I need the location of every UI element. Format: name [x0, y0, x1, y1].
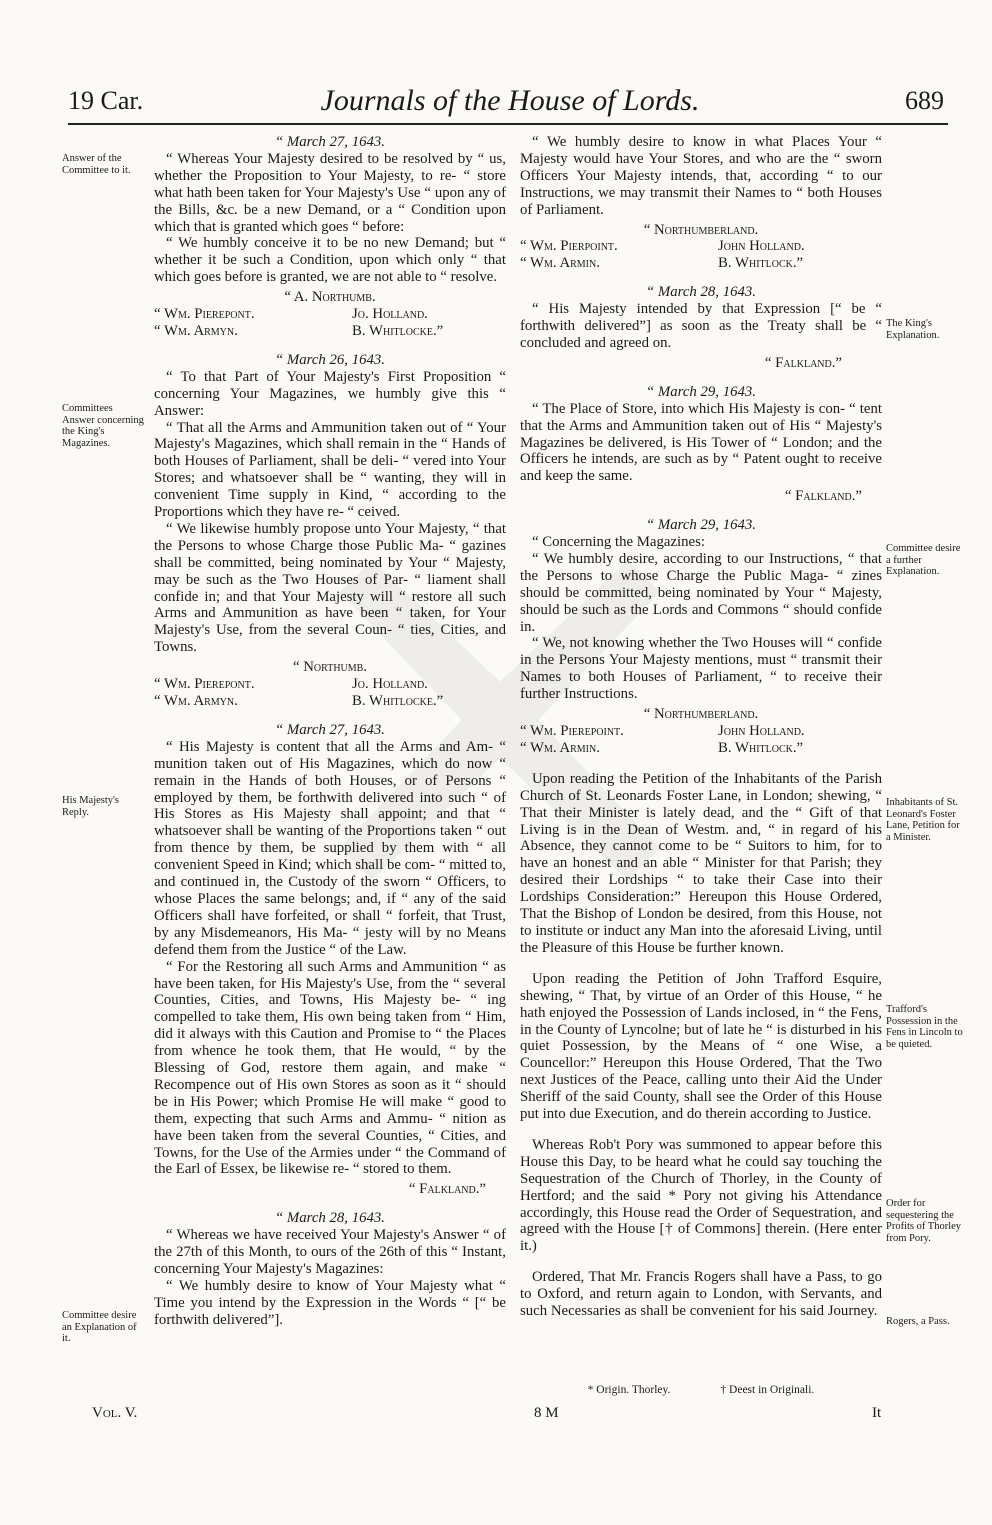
- date-heading: “ March 27, 1643.: [274, 134, 385, 150]
- signature: “ Falkland.”: [408, 1181, 486, 1198]
- footnotes: [520, 1384, 882, 1396]
- paragraph: “ Whereas Your Majesty desired to be resolved by “ us, whether the Proposition to Your Majesty, to re- “ store what hath been taken for Your Majesty's Use “ upon any of the Bills, &c. be a new Demand, or a “ Condition upon which that is granted which goes “ before:: [154, 150, 506, 235]
- margin-note-left-3: His Majesty's Reply.: [62, 795, 120, 818]
- date-heading: “ March 28, 1643.: [645, 284, 756, 301]
- signatory: Jo. Holland.: [352, 676, 428, 693]
- volume-label: Vol. V.: [92, 1405, 138, 1421]
- signatory: B. Whitlocke.”: [352, 322, 444, 339]
- margin-note-right-3: Inhabitants of St. Leonard's Foster Lane, Petition for a Minister.: [886, 797, 960, 843]
- margin-note-left-4: Committee desire an Explanation of it.: [62, 1310, 137, 1344]
- signatory: John Holland.: [718, 723, 805, 739]
- paragraph: “ We humbly desire, according to our Instructions, “ that the Persons to whose Charge the Public Maga- “ zines should be committed, being nominated by Your “ Majesty, should be such as the Lords and Commons “ should confide in.: [520, 550, 882, 635]
- date-heading: “ March 26, 1643.: [274, 351, 385, 368]
- margin-note-right-1: The King's Explanation.: [886, 318, 940, 341]
- signature-row: [520, 255, 882, 272]
- page-number: 689: [905, 86, 944, 115]
- margin-note-right-2: Committee desire a further Explanation.: [886, 543, 961, 577]
- header-rule: [68, 123, 948, 125]
- signature: “ Northumb.: [292, 659, 368, 676]
- signatory: “ Wm. Pierepont.: [154, 676, 255, 693]
- signatory: Jo. Holland.: [352, 306, 428, 323]
- footnote: * Origin. Thorley.: [587, 1384, 671, 1396]
- signatory: “ Wm. Armyn.: [154, 322, 238, 339]
- margin-note-right-4: Trafford's Possession in the Fens in Lincoln to be quieted.: [886, 1004, 963, 1050]
- margin-note-left-1: Answer of the Committee to it.: [62, 153, 131, 176]
- paragraph: “ His Majesty intended by that Expression [“ be “ forthwith delivered”] as soon as the Treaty shall be “ concluded and agreed on.: [520, 301, 882, 351]
- journal-entry: Whereas Rob't Pory was summoned to appear before this House this Day, to be heard what he could say touching the Sequestration of the Church of Thorley, in the County of Hertford; and the said * Pory not giving his Attendance accordingly, this House read the Order of Sequestration, and agreed with the House [† of Commons] therein. (Here enter it.): [520, 1136, 882, 1255]
- signature-row: [154, 306, 506, 323]
- right-column: [520, 134, 882, 1320]
- paragraph: “ Whereas we have received Your Majesty's Answer “ of the 27th of this Month, to ours of the 26th of this “ Instant, concerning Your Majesty's Magazines:: [154, 1227, 506, 1277]
- date-heading: “ March 29, 1643.: [645, 383, 756, 400]
- signature: “ Falkland.”: [764, 354, 842, 371]
- signature-row: [154, 693, 506, 710]
- running-header: [0, 82, 992, 122]
- signatory: “ Wm. Armin.: [520, 255, 600, 272]
- journal-entry: Ordered, That Mr. Francis Rogers shall have a Pass, to go to Oxford, and return again to London, with Servants, and such Necessaries as shall be convenient for his said Journey.: [520, 1269, 882, 1320]
- date-heading: “ March 29, 1643.: [645, 517, 756, 534]
- margin-note-right-5: Order for sequestering the Profits of Thorley from Pory.: [886, 1198, 962, 1244]
- signatory: “ Wm. Pierepoint.: [520, 723, 624, 739]
- signature-mark: 8 M: [534, 1405, 559, 1421]
- header-title: Journals of the House of Lords.: [320, 84, 700, 117]
- signature: “ Northumberland.: [643, 221, 759, 238]
- paragraph: “ We, not knowing whether the Two Houses will “ confide in the Persons Your Majesty mentions, must “ transmit their Names to both Houses of Parliament, “ to receive their further Instructions.: [520, 635, 882, 703]
- catchword: It: [872, 1405, 882, 1421]
- paragraph: “ We humbly desire to know in what Places Your “ Majesty would have Your Stores, and who are the “ sworn Officers Your Majesty intends, that, according “ to our Instructions, we may transmit their Names to “ both Houses of Parliament.: [520, 134, 882, 218]
- signature: “ Northumberland.: [643, 706, 759, 723]
- header-regnal-year: 19 Car.: [68, 86, 144, 115]
- left-column: [154, 134, 506, 1329]
- footnote: † Deest in Originali.: [720, 1384, 815, 1396]
- paragraph: “ Concerning the Magazines:: [532, 534, 705, 551]
- margin-note-right-6: Rogers, a Pass.: [886, 1316, 950, 1327]
- date-heading: “ March 27, 1643.: [274, 721, 385, 738]
- signatory: “ Wm. Pierepont.: [154, 306, 255, 323]
- signature-row: [520, 723, 882, 740]
- paragraph: “ That all the Arms and Ammunition taken out of “ Your Majesty's Magazines, which shall remain in the “ Hands of both Houses of Parliament, shall be deli- “ vered into Your Stores; and whatsoever shall be “ wanting, they will in convenient Time supply in Kind, “ according to the Proportions which they have re- “ ceived.: [154, 419, 506, 521]
- paragraph: “ To that Part of Your Majesty's First Proposition “ concerning Your Magazines, we humbly give this “ Answer:: [154, 368, 506, 419]
- journal-entry: Upon reading the Petition of the Inhabitants of the Parish Church of St. Leonards Foster Lane, in London; shewing, “ That their Minister is lately dead, and the “ Gift of that Living is in the Dean of Westm. and, “ in regard of his Absence, they cannot come to be “ Suitors to him, for to have an honest and an able “ Minister for that Parish; they desired their Lordships “ to take their Case into their Lordships Consideration:” Hereupon this House Ordered, That the Bishop of London be desired, from this House, not to institute or induct any Man into the aforesaid Living, until the Pleasure of this House be further known.: [520, 770, 882, 956]
- signatory: B. Whitlock.”: [718, 255, 804, 272]
- signatory: B. Whitlocke.”: [352, 693, 444, 709]
- signature: “ A. Northumb.: [284, 289, 376, 306]
- date-heading: “ March 28, 1643.: [274, 1210, 385, 1227]
- journal-entry: Upon reading the Petition of John Trafford Esquire, shewing, “ That, by virtue of an Order of this House, “ he hath enjoyed the Possession of Lands inclosed, in “ the Fens, in the County of Lyncolne; but of late he “ is disturbed in his quiet Possession, by the Means of “ one Wise, a Councellor:” Hereupon this House Ordered, That the Two next Justices of the Peace, calling unto their Aid the Under Sheriff of the said County, shall see the Order of this House put into due Execution, and do therein according to Justice.: [520, 970, 882, 1123]
- signature-row: [520, 740, 882, 757]
- signature: “ Falkland.”: [784, 488, 862, 505]
- signatory: John Holland.: [718, 238, 805, 255]
- paragraph: “ We humbly conceive it to be no new Demand; but “ whether it be such a Condition, upon which only “ that which goes before is granted, we are not able to “ resolve.: [154, 235, 506, 286]
- signatory: “ Wm. Armyn.: [154, 693, 238, 709]
- paragraph: “ We humbly desire to know of Your Majesty what “ Time you intend by the Expression in the Words “ [“ be forthwith delivered”].: [154, 1277, 506, 1328]
- paragraph: “ We likewise humbly propose unto Your Majesty, “ that the Persons to whose Charge those Public Ma- “ gazines shall be committed, being nominated by Your “ Majesty, may be such as the Two Houses of Par- “ liament shall confide in; and that Your Majesty will “ restore all such Arms and Ammunition as have been “ taken, for Your Majesty's Use, from the several Coun- “ ties, Cities, and Towns.: [154, 520, 506, 656]
- signature-row: [154, 323, 506, 340]
- margin-note-left-2: Committees Answer concerning the King's Magazines.: [62, 403, 144, 449]
- signatory: “ Wm. Pierpoint.: [520, 238, 618, 255]
- signature-row: [154, 676, 506, 693]
- signatory: B. Whitlock.”: [718, 739, 804, 756]
- paragraph: “ For the Restoring all such Arms and Ammunition “ as have been taken, for His Majesty's Use, from the “ several Counties, Cities, and Towns, His Majesty be- “ ing compelled to take them, His own being taken from “ Him, did it always with this Caution and Promise to “ the Places from whence he took them, that He would, “ by the Blessing of God, restore them again, and make “ Recompence out of His own Stores as soon as it “ should be in His Power; which Promise He will make “ good to them, expecting that such Arms and Ammu- “ nition as have been taken from the several Counties, “ Cities, and Towns, for the Use of the Armies under “ the Command of the Earl of Essex, be likewise re- “ stored to them.: [154, 958, 506, 1178]
- signatory: “ Wm. Armin.: [520, 739, 600, 756]
- signature-row: [520, 238, 882, 255]
- paragraph: “ His Majesty is content that all the Arms and Am- “ munition taken out of His Magazines, which do now “ remain in the Hands of both Houses, or of Persons “ employed by them, be forthwith delivered into such “ of His Stores as His Majesty shall appoint; and that “ whatsoever shall be wanting of the Proportions taken “ out from thence by them, be supplied by them with “ all convenient Speed in Kind; which shall be com- “ mitted to, and continued in, the Custody of the sworn “ Officers, to whose Places the same belongs; and, if “ any of the said Officers shall have forfeited, or shall “ forfeit, that Trust, by any Misdemeanors, His Ma- “ jesty will by no Means defend them from the Justice “ of the Law.: [154, 738, 506, 958]
- paragraph: “ The Place of Store, into which His Majesty is con- “ tent that the Arms and Ammunition taken out of His “ Majesty's Magazines be delivered, is His Tower of “ London; and the Officers he intends, are such as by “ Patent ought to receive and keep the same.: [520, 400, 882, 485]
